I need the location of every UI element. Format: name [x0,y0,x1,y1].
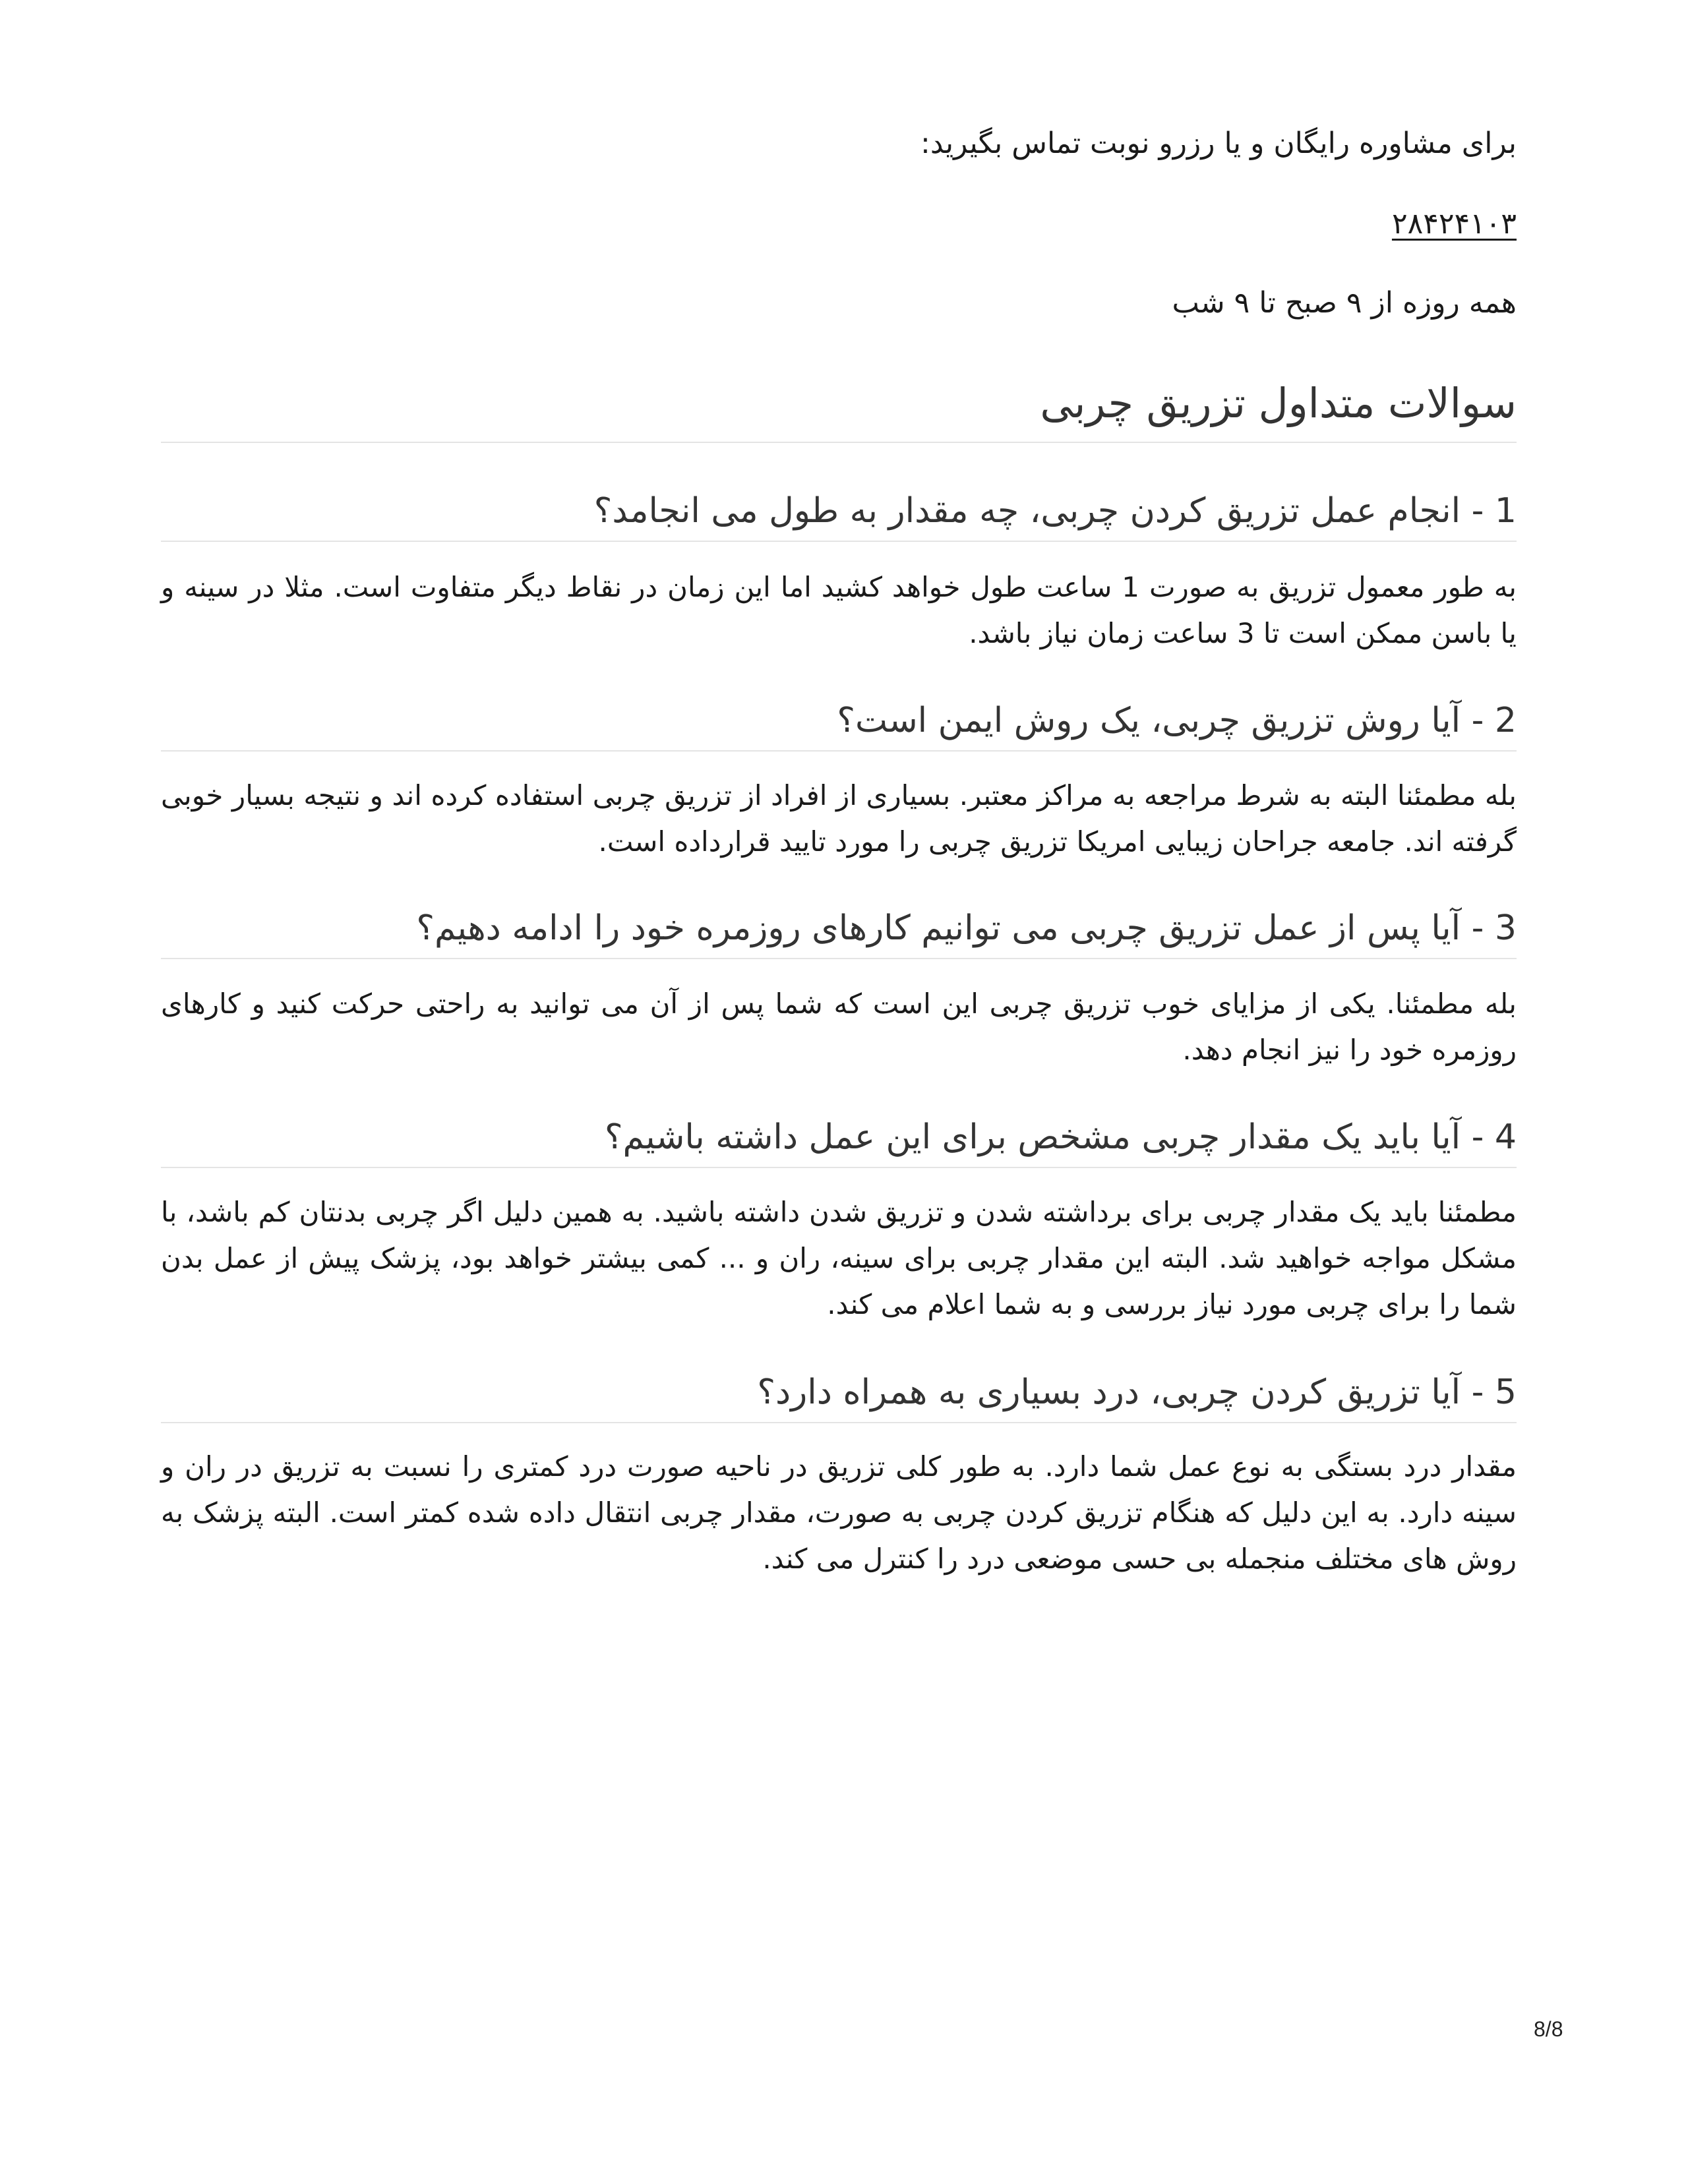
faq-question-3: 3 - آیا پس از عمل تزریق چربی می توانیم کارهای روزمره خود را ادامه دهیم؟ [161,905,1517,959]
faq-answer-4: مطمئنا باید یک مقدار چربی برای برداشته شدن و تزریق شدن داشته باشید. به همین دلیل اگر چربی بدنتان کم باشد، با مشکل مواجه خواهید شد. البته این مقدار چربی برای سینه، ران و ... کمی بیشتر خواهد بود، پزشک پیش از عمل بدن شما را برای چربی مورد نیاز بررسی و به شما اعلام می کند. [161,1196,1517,1320]
business-hours: همه روزه از ۹ صبح تا ۹ شب [1172,286,1517,320]
phone-link[interactable]: ۲۸۴۲۴۱۰۳ [1391,207,1517,241]
page-number: 8/8 [1534,2017,1563,2041]
contact-intro: برای مشاوره رایگان و یا رزرو نوبت تماس بگیرید: [920,127,1517,160]
faq-question-1: 1 - انجام عمل تزریق کردن چربی، چه مقدار به طول می انجامد؟ [161,488,1517,542]
faq-question-4: 4 - آیا باید یک مقدار چربی مشخص برای این عمل داشته باشیم؟ [161,1114,1517,1168]
faq-answer-3: بله مطمئنا. یکی از مزایای خوب تزریق چربی این است که شما پس از آن می توانید به راحتی حرکت کنید و کارهای روزمره خود را نیز انجام دهد. [161,988,1517,1066]
phone-number-row [1392,204,1517,244]
faq-question-2: 2 - آیا روش تزریق چربی، یک روش ایمن است؟ [161,697,1517,752]
faq-answer-1: به طور معمول تزریق به صورت 1 ساعت طول خواهد کشید اما این زمان در نقاط دیگر متفاوت است. مثلا در سینه و یا باسن ممکن است تا 3 ساعت زمان نیاز باشد. [161,571,1517,649]
faq-answer-2: بله مطمئنا البته به شرط مراجعه به مراکز معتبر. بسیاری از افراد از تزریق چربی استفاده کرده اند و نتیجه بسیار خوبی گرفته اند. جامعه جراحان زیبایی امریکا تزریق چربی را مورد تایید قرارداده است. [161,779,1517,858]
faq-question-5: 5 - آیا تزریق کردن چربی، درد بسیاری به همراه دارد؟ [161,1369,1517,1423]
faq-title: سوالات متداول تزریق چربی [161,377,1517,443]
faq-answer-5: مقدار درد بستگی به نوع عمل شما دارد. به طور کلی تزریق در ناحیه صورت درد کمتری را نسبت به تزریق در ران و سینه دارد. به این دلیل که هنگام تزریق کردن چربی به صورت، مقدار چربی انتقال داده شده کمتر است. البته پزشک به روش های مختلف منجمله بی حسی موضعی درد را کنترل می کند. [161,1450,1517,1575]
